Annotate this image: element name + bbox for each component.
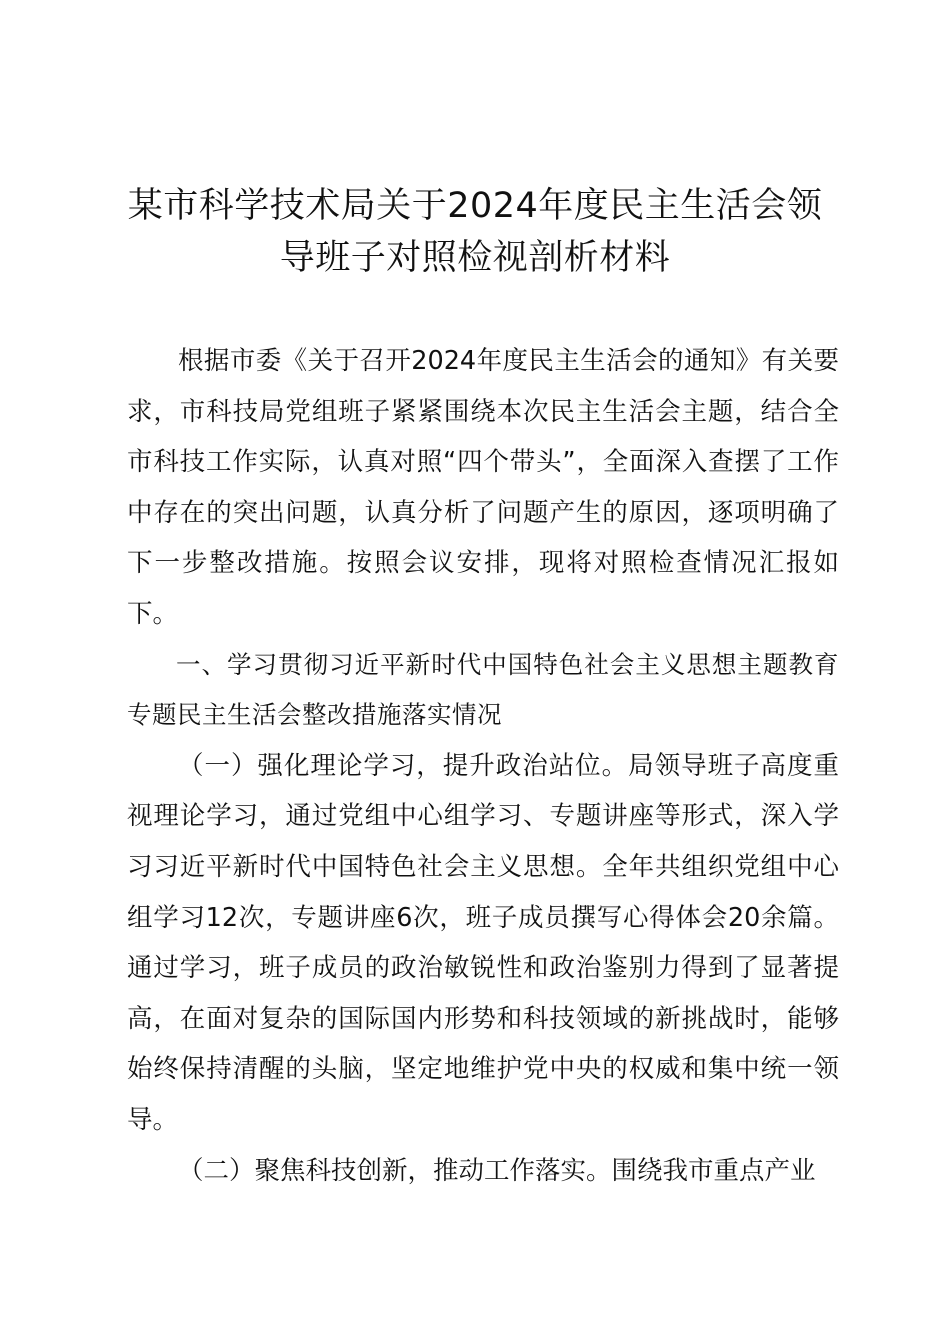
subsection-paragraph-2: （二）聚焦科技创新，推动工作落实。围绕我市重点产业 [178, 1155, 816, 1186]
document-title [110, 180, 840, 284]
intro-paragraph: 根据市委《关于召开2024年度民主生活会的通知》有关要求，市科技局党组班子紧紧围绕本次民主生活会主题，结合全市科技工作实际，认真对照“四个带头”，全面深入查摆了工作中存在的突出问题，认真分析了问题产生的原因，逐项明确了下一步整改措施。按照会议安排，现将对照检查情况汇报如下。 [127, 346, 839, 629]
document-body [127, 336, 839, 1196]
title-line-2: 导班子对照检视剖析材料 [279, 238, 671, 278]
title-line-1: 某市科学技术局关于2024年度民主生活会领 [127, 186, 823, 226]
subsection-paragraph-1: （一）强化理论学习，提升政治站位。局领导班子高度重视理论学习，通过党组中心组学习、专题讲座等形式，深入学习习近平新时代中国特色社会主义思想。全年共组织党组中心组学习12次，专题讲座6次，班子成员撰写心得体会20余篇。通过学习，班子成员的政治敏锐性和政治鉴别力得到了显著提高，在面对复杂的国际国内形势和科技领域的新挑战时，能够始终保持清醒的头脑，坚定地维护党中央的权威和集中统一领导。 [127, 750, 839, 1135]
section-heading-1: 一、学习贯彻习近平新时代中国特色社会主义思想主题教育专题民主生活会整改措施落实情况 [127, 649, 839, 730]
